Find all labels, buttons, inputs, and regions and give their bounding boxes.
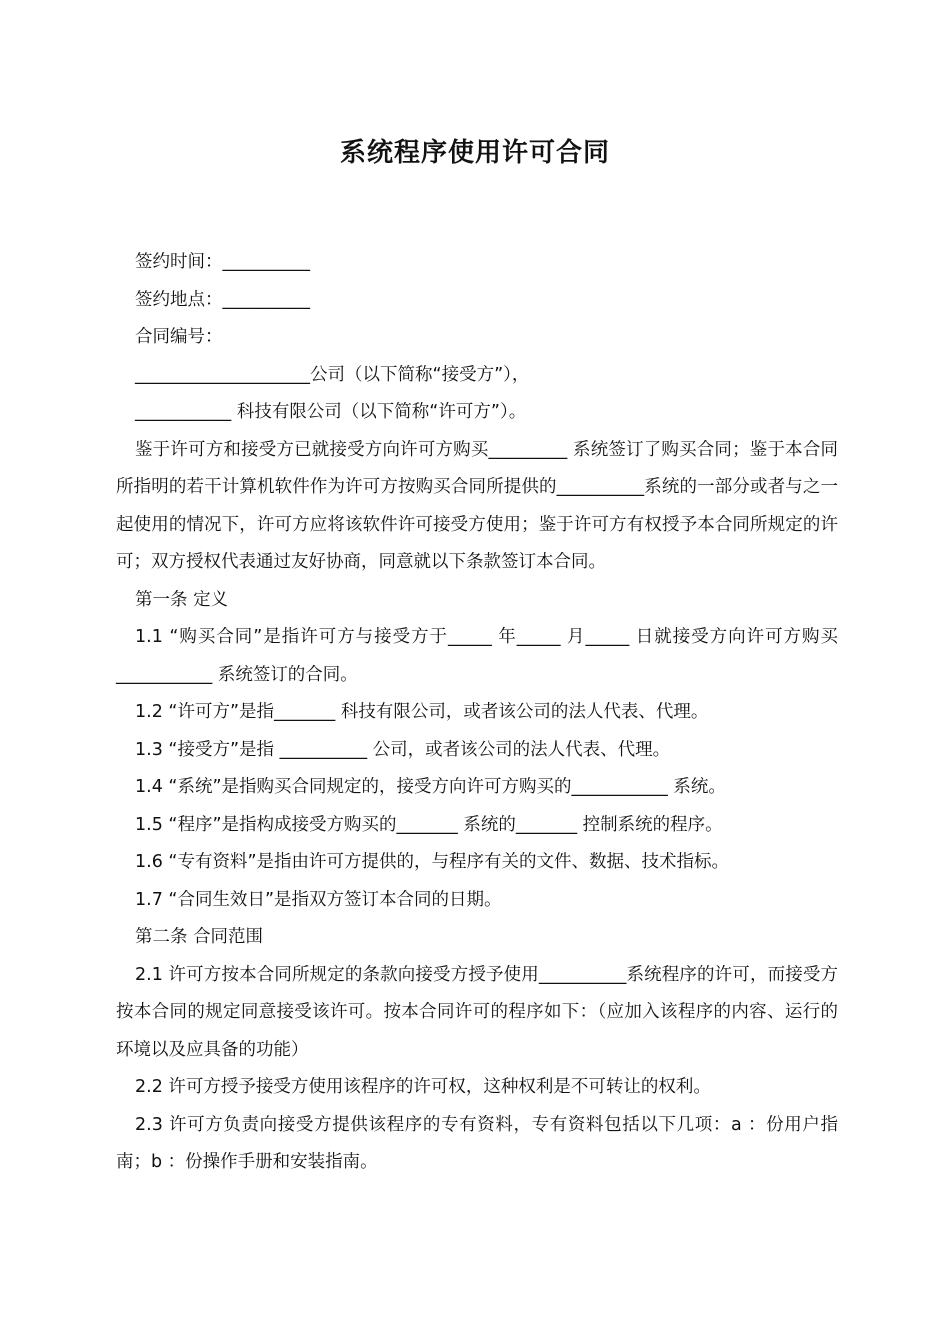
clause-1-5: 1.5 “程序”是指构成接受方购买的_______ 系统的_______ 控制系统的程序。 [135,814,723,835]
article-2-heading: 第二条 合同范围 [135,927,264,947]
clause-1-3: 1.3 “接受方”是指 __________ 公司，或者该公司的法人代表、代理。 [135,739,671,760]
clause-1-6: 1.6 “专有资料”是指由许可方提供的，与程序有关的文件、数据、技术指标。 [135,852,730,872]
contract-number-line: 合同编号： [135,327,223,347]
document-body [116,244,838,1182]
clause-2-3: 2.3 许可方负责向接受方提供该程序的专有资料，专有资料包括以下几项：a ：份用户指南；b ：份操作手册和安装指南。 [116,1114,838,1172]
licensee-party-line: ____________________公司（以下简称“接受方”）， [135,364,530,385]
clause-1-4: 1.4 “系统”是指购买合同规定的，接受方向许可方购买的___________ 系统。 [135,777,726,797]
clause-1-1: 1.1 “购买合同”是指许可方与接受方于_____ 年_____ 月_____ 日就接受方向许可方购买___________ 系统签订的合同。 [116,627,838,685]
preamble-paragraph: 鉴于许可方和接受方已就接受方向许可方购买_________ 系统签订了购买合同；鉴于本合同所指明的若干计算机软件作为许可方按购买合同所提供的__________系统的一部分或者与之一起使用的情况下，许可方应将该软件许可接受方使用；鉴于许可方有权授予本合同所规定的许可；双方授权代表通过友好协商，同意就以下条款签订本合同。 [116,439,838,572]
article-1-heading: 第一条 定义 [135,589,229,610]
licensor-party-line: ___________ 科技有限公司（以下简称“许可方”）。 [135,402,527,422]
document-title: 系统程序使用许可合同 [339,138,610,168]
signing-time-line: 签约时间：__________ [135,252,310,272]
clause-2-2: 2.2 许可方授予接受方使用该程序的许可权，这种权利是不可转让的权利。 [135,1077,711,1097]
signing-place-line: 签约地点：__________ [135,289,310,310]
clause-1-2: 1.2 “许可方”是指_______ 科技有限公司，或者该公司的法人代表、代理。 [135,702,709,722]
clause-2-1: 2.1 许可方按本合同所规定的条款向接受方授予使用__________系统程序的许可，而接受方按本合同的规定同意接受该许可。按本合同许可的程序如下：（应加入该程序的内容、运行的环境以及应具备的功能） [116,964,838,1060]
clause-1-7: 1.7 “合同生效日”是指双方签订本合同的日期。 [135,889,502,910]
